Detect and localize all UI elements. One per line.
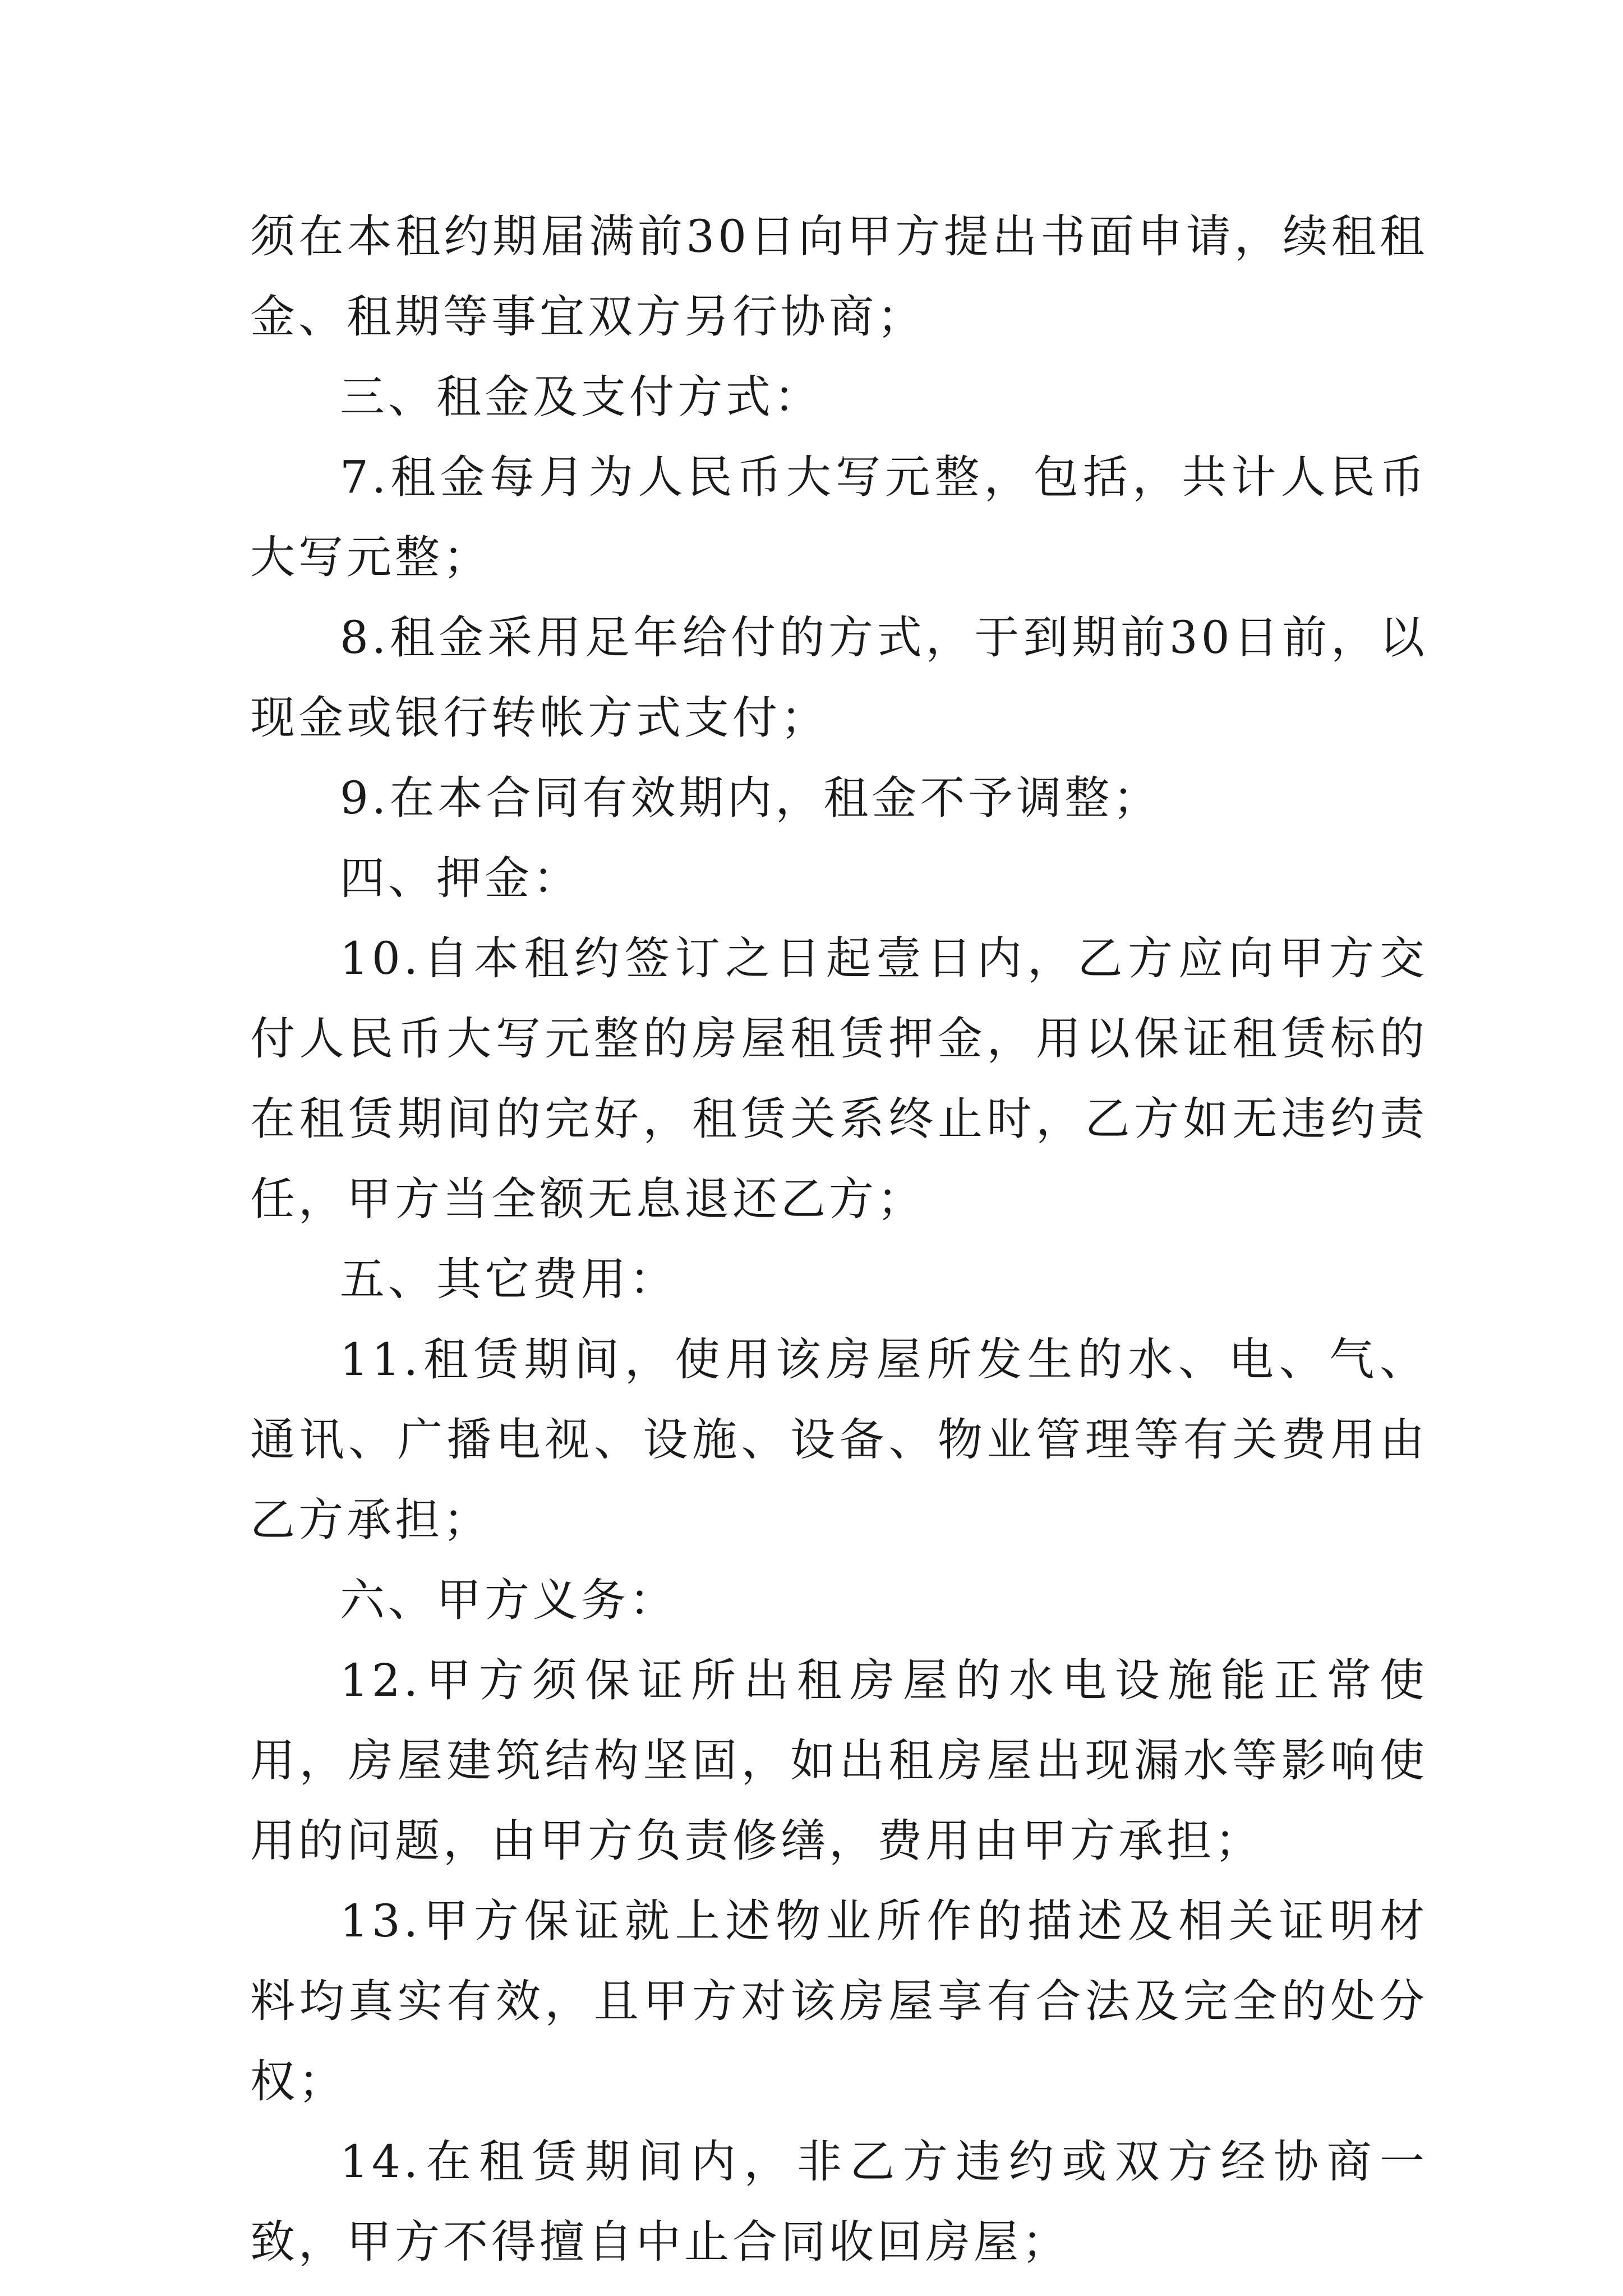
clause-9-no-adjustment: 9.在本合同有效期内，租金不予调整； (340, 772, 1161, 824)
contract-body (250, 196, 1428, 2282)
clause-8-payment-method: 8.租金采用足年给付的方式，于到期前30日前，以现金或银行转帐方式支付； (250, 611, 1428, 744)
clause-10-deposit: 10.自本租约签订之日起壹日内，乙方应向甲方交付人民币大写元整的房屋租赁押金，用以保证租赁标的在租赁期间的完好，租赁关系终止时，乙方如无违约责任，甲方当全额无息退还乙方； (250, 932, 1428, 1225)
clause-14-no-termination: 14.在租赁期间内，非乙方违约或双方经协商一致，甲方不得擅自中止合同收回房屋； (250, 2136, 1428, 2268)
heading-party-a-obligations: 六、甲方义务： (340, 1574, 677, 1626)
clause-13-warranty: 13.甲方保证就上述物业所作的描述及相关证明材料均真实有效，且甲方对该房屋享有合法及完全的处分权； (250, 1895, 1428, 2108)
heading-rent-and-payment: 三、租金及支付方式： (340, 371, 822, 423)
clause-11-utilities: 11.租赁期间，使用该房屋所发生的水、电、气、通讯、广播电视、设施、设备、物业管理等有关费用由乙方承担； (250, 1333, 1428, 1546)
heading-other-fees: 五、其它费用： (340, 1253, 677, 1305)
clause-7-monthly-rent: 7.租金每月为人民币大写元整，包括，共计人民币大写元整； (250, 451, 1428, 583)
heading-deposit: 四、押金： (340, 852, 581, 904)
paragraph-renewal-clause: 须在本租约期届满前30日向甲方提出书面申请，续租租金、租期等事宜双方另行协商； (250, 210, 1428, 343)
clause-12-maintenance: 12.甲方须保证所出租房屋的水电设施能正常使用，房屋建筑结构坚固，如出租房屋出现漏水等影响使用的问题，由甲方负责修缮，费用由甲方承担； (250, 1654, 1428, 1867)
